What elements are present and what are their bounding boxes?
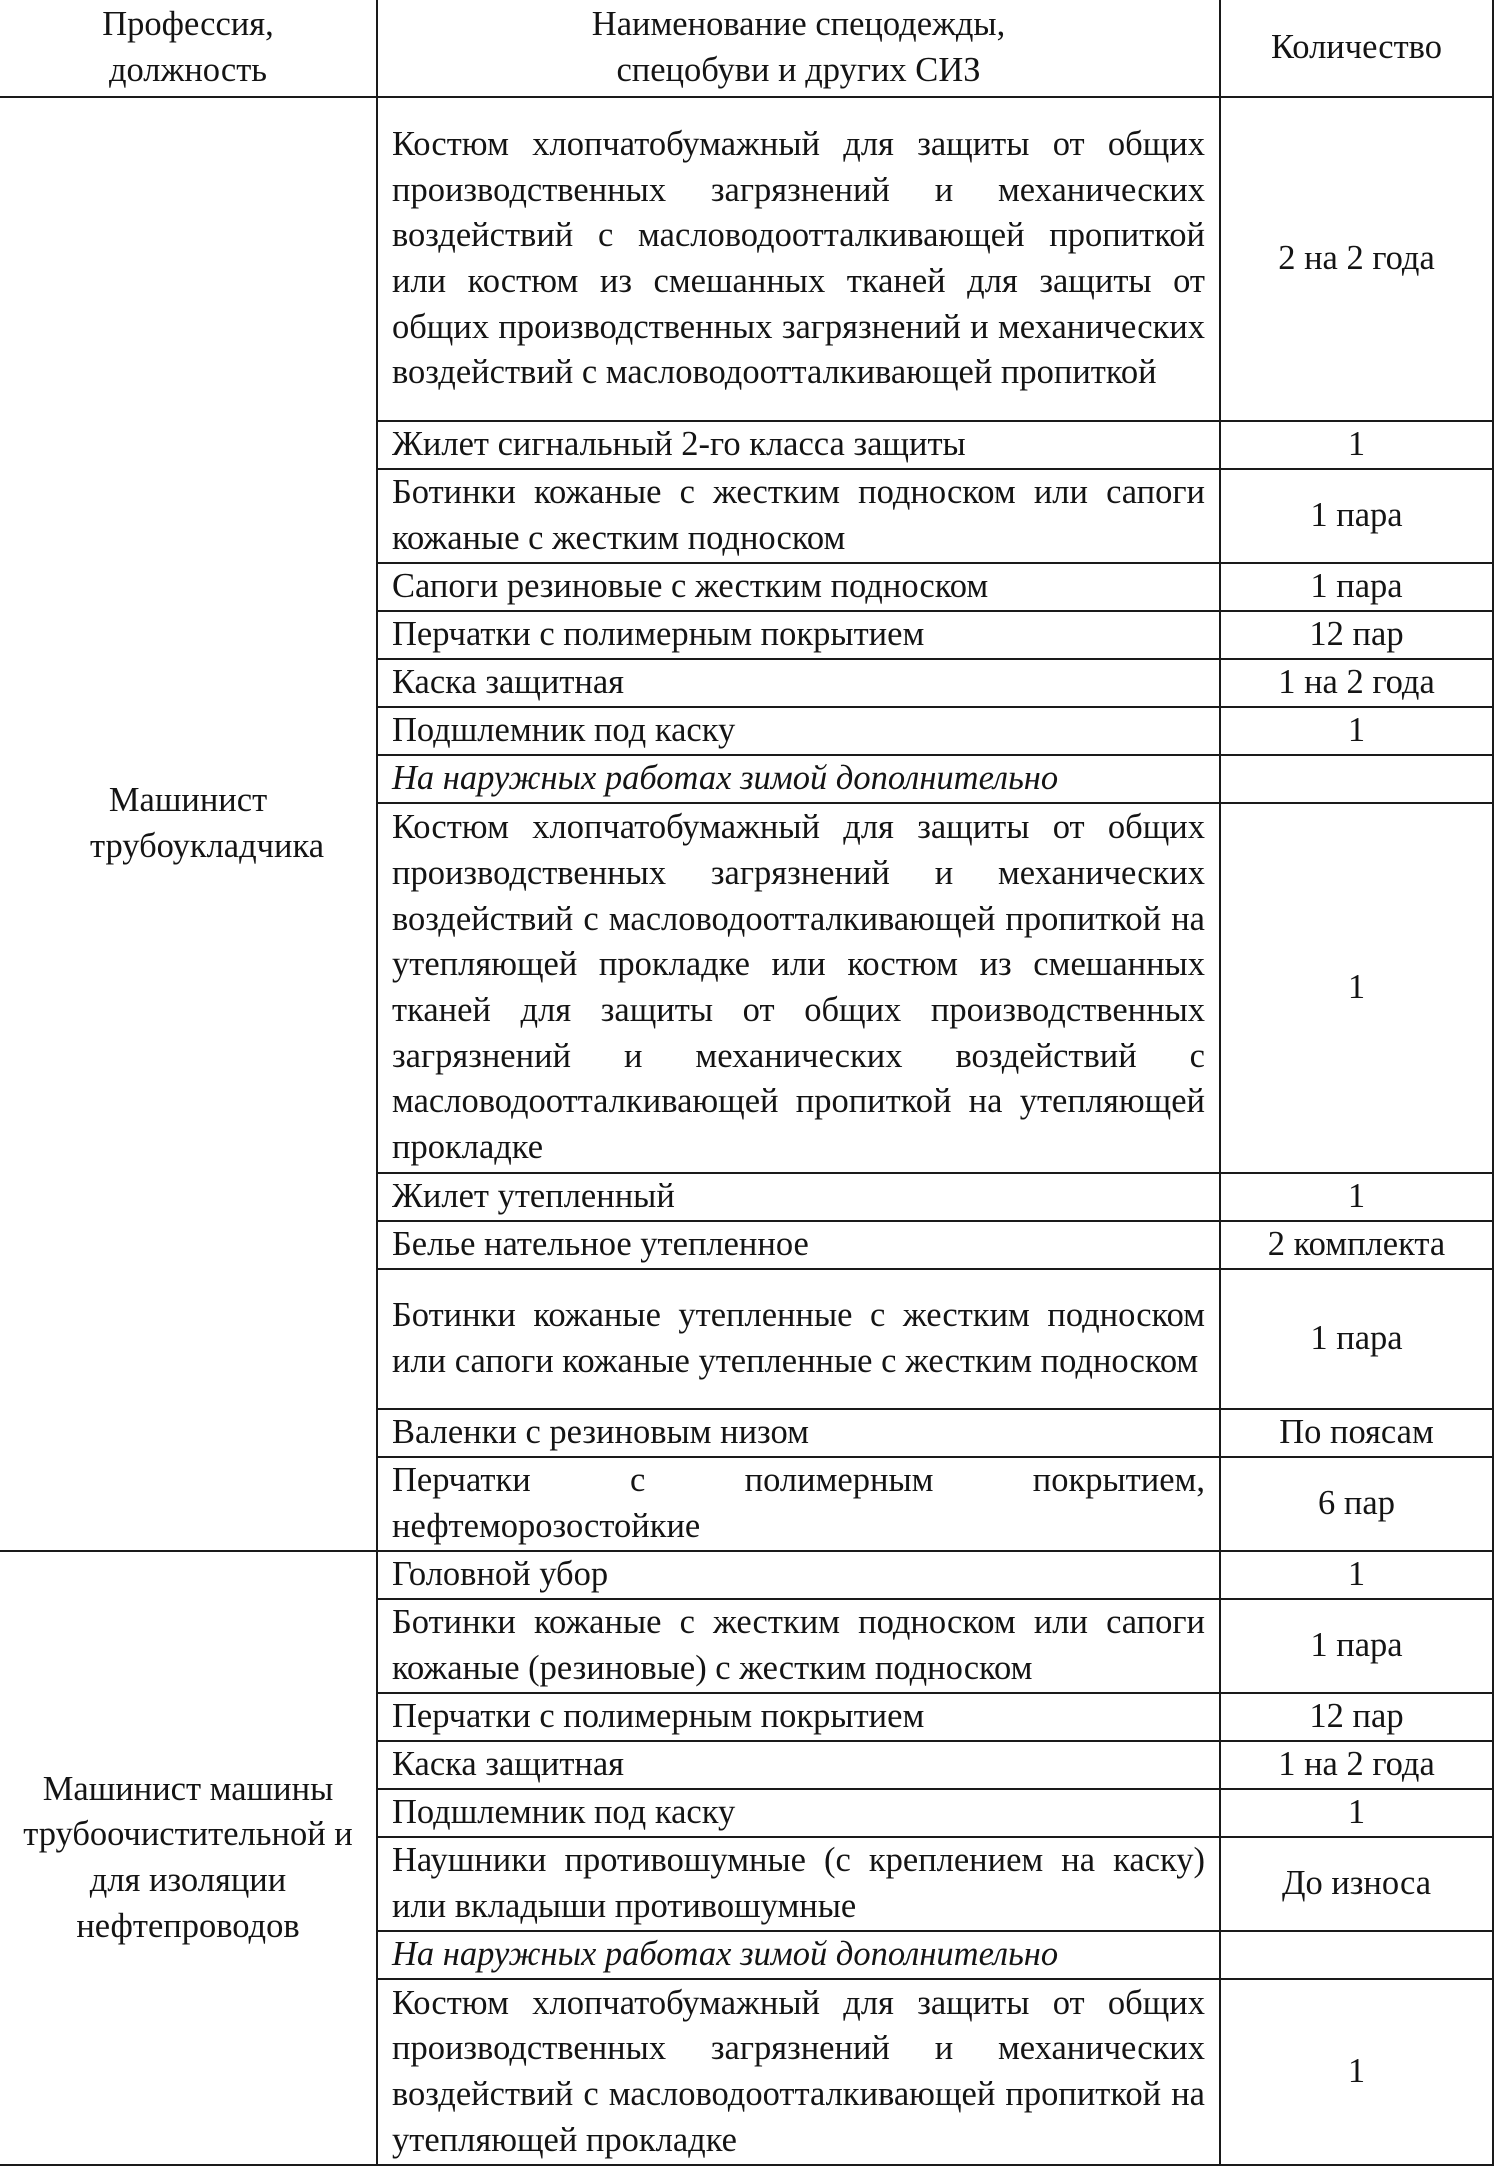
quantity-cell: 1 <box>1220 803 1493 1173</box>
quantity-cell: 1 <box>1220 421 1493 469</box>
item-cell: Валенки с резиновым низом <box>377 1409 1220 1457</box>
quantity-cell: 12 пар <box>1220 611 1493 659</box>
quantity-cell: 1 <box>1220 707 1493 755</box>
quantity-cell: 1 <box>1220 1551 1493 1599</box>
header-row <box>0 0 1493 97</box>
item-cell: Костюм хлопчатобумажный для защиты от общих производственных загрязнений и механических воздействий с масловодоотталкивающей пропиткой на утепляющей прокладке <box>377 1979 1220 2165</box>
quantity-cell: 1 пара <box>1220 1599 1493 1693</box>
item-cell: Каска защитная <box>377 1741 1220 1789</box>
quantity-cell: 1 на 2 года <box>1220 659 1493 707</box>
profession-cell: Машинист трубоукладчика <box>0 97 377 1551</box>
empty-cell <box>1220 1931 1493 1979</box>
empty-cell <box>1220 755 1493 803</box>
item-cell: Перчатки с полимерным покрытием <box>377 1693 1220 1741</box>
item-cell: Жилет утепленный <box>377 1173 1220 1221</box>
item-cell: Перчатки с полимерным покрытием <box>377 611 1220 659</box>
quantity-cell: 6 пар <box>1220 1457 1493 1551</box>
quantity-cell: 1 <box>1220 1173 1493 1221</box>
note-cell: На наружных работах зимой дополнительно <box>377 1931 1220 1979</box>
header-profession: Профессия, должность <box>0 0 377 97</box>
quantity-cell: По поясам <box>1220 1409 1493 1457</box>
item-cell: Костюм хлопчатобумажный для защиты от общих производственных загрязнений и механических воздействий с масловодоотталкивающей пропиткой на утепляющей прокладке или костюм из смешанных тканей для защиты от общих производственных загрязнений и механических воздействий с масловодоотталкивающей пропиткой на утепляющей прокладке <box>377 803 1220 1173</box>
item-cell: Перчатки с полимерным покрытием, нефтеморозостойкие <box>377 1457 1220 1551</box>
quantity-cell: 1 <box>1220 1789 1493 1837</box>
quantity-cell: 1 пара <box>1220 469 1493 563</box>
quantity-cell: 1 на 2 года <box>1220 1741 1493 1789</box>
header-item: Наименование спецодежды, спецобуви и других СИЗ <box>377 0 1220 97</box>
item-cell: Каска защитная <box>377 659 1220 707</box>
table-row <box>0 97 1493 421</box>
item-cell: Ботинки кожаные утепленные с жестким подноском или сапоги кожаные утепленные с жестким подноском <box>377 1269 1220 1409</box>
quantity-cell: 1 <box>1220 1979 1493 2165</box>
item-cell: Жилет сигнальный 2-го класса защиты <box>377 421 1220 469</box>
item-cell: Костюм хлопчатобумажный для защиты от общих производственных загрязнений и механических воздействий с масловодоотталкивающей пропиткой или костюм из смешанных тканей для защиты от общих производственных загрязнений и механических воздействий с масловодоотталкивающей пропиткой <box>377 97 1220 421</box>
note-cell: На наружных работах зимой дополнительно <box>377 755 1220 803</box>
quantity-cell: 1 пара <box>1220 1269 1493 1409</box>
item-cell: Сапоги резиновые с жестким подноском <box>377 563 1220 611</box>
item-cell: Подшлемник под каску <box>377 707 1220 755</box>
item-cell: Ботинки кожаные с жестким подноском или сапоги кожаные (резиновые) с жестким подноском <box>377 1599 1220 1693</box>
item-cell: Ботинки кожаные с жестким подноском или сапоги кожаные с жестким подноском <box>377 469 1220 563</box>
item-cell: Подшлемник под каску <box>377 1789 1220 1837</box>
profession-cell: Машинист машины трубоочистительной и для изоляции нефтепроводов <box>0 1551 377 2165</box>
quantity-cell: 1 пара <box>1220 563 1493 611</box>
quantity-cell: 12 пар <box>1220 1693 1493 1741</box>
quantity-cell: 2 на 2 года <box>1220 97 1493 421</box>
item-cell: Головной убор <box>377 1551 1220 1599</box>
header-quantity: Количество <box>1220 0 1493 97</box>
quantity-cell: 2 комплекта <box>1220 1221 1493 1269</box>
item-cell: Белье нательное утепленное <box>377 1221 1220 1269</box>
quantity-cell: До износа <box>1220 1837 1493 1931</box>
table-row <box>0 1551 1493 1599</box>
item-cell: Наушники противошумные (с креплением на каску) или вкладыши противошумные <box>377 1837 1220 1931</box>
